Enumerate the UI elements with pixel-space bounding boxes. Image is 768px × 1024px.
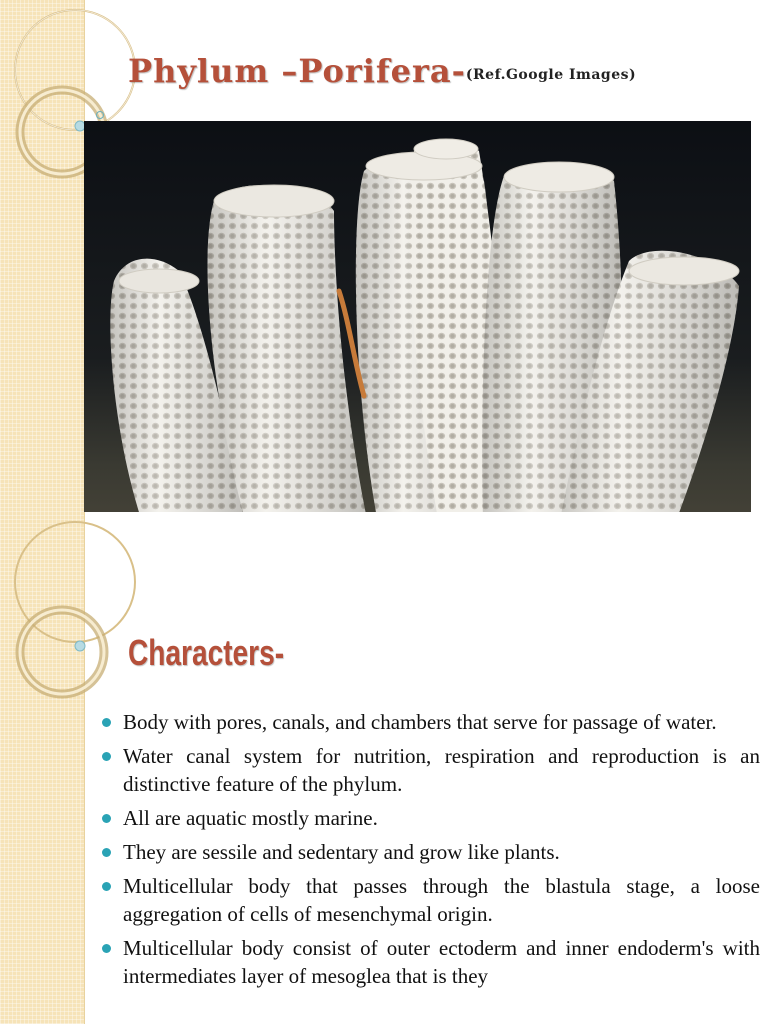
list-item: Body with pores, canals, and chambers that serve for passage of water. — [102, 708, 760, 736]
slide-title-ref: (Ref.Google Images) — [465, 67, 637, 83]
decorative-strip — [0, 512, 85, 1024]
slide-2 — [0, 512, 768, 1024]
list-item: All are aquatic mostly marine. — [102, 804, 760, 832]
list-item: Water canal system for nutrition, respiration and reproduction is an distinctive feature of the phylum. — [102, 742, 760, 798]
slide-title — [128, 52, 636, 90]
characters-list — [102, 708, 760, 996]
sponge-photo — [84, 121, 751, 512]
list-item: Multicellular body that passes through the blastula stage, a loose aggregation of cells of mesenchymal origin. — [102, 872, 760, 928]
decorative-strip — [0, 0, 85, 512]
list-item: Multicellular body consist of outer ectoderm and inner endoderm's with intermediates layer of mesoglea that is they — [102, 934, 760, 990]
slide-title-main: Phylum –Porifera- — [128, 52, 466, 90]
section-heading: Characters- — [128, 632, 285, 673]
list-item: They are sessile and sedentary and grow like plants. — [102, 838, 760, 866]
bullet-dot-icon — [96, 111, 104, 119]
